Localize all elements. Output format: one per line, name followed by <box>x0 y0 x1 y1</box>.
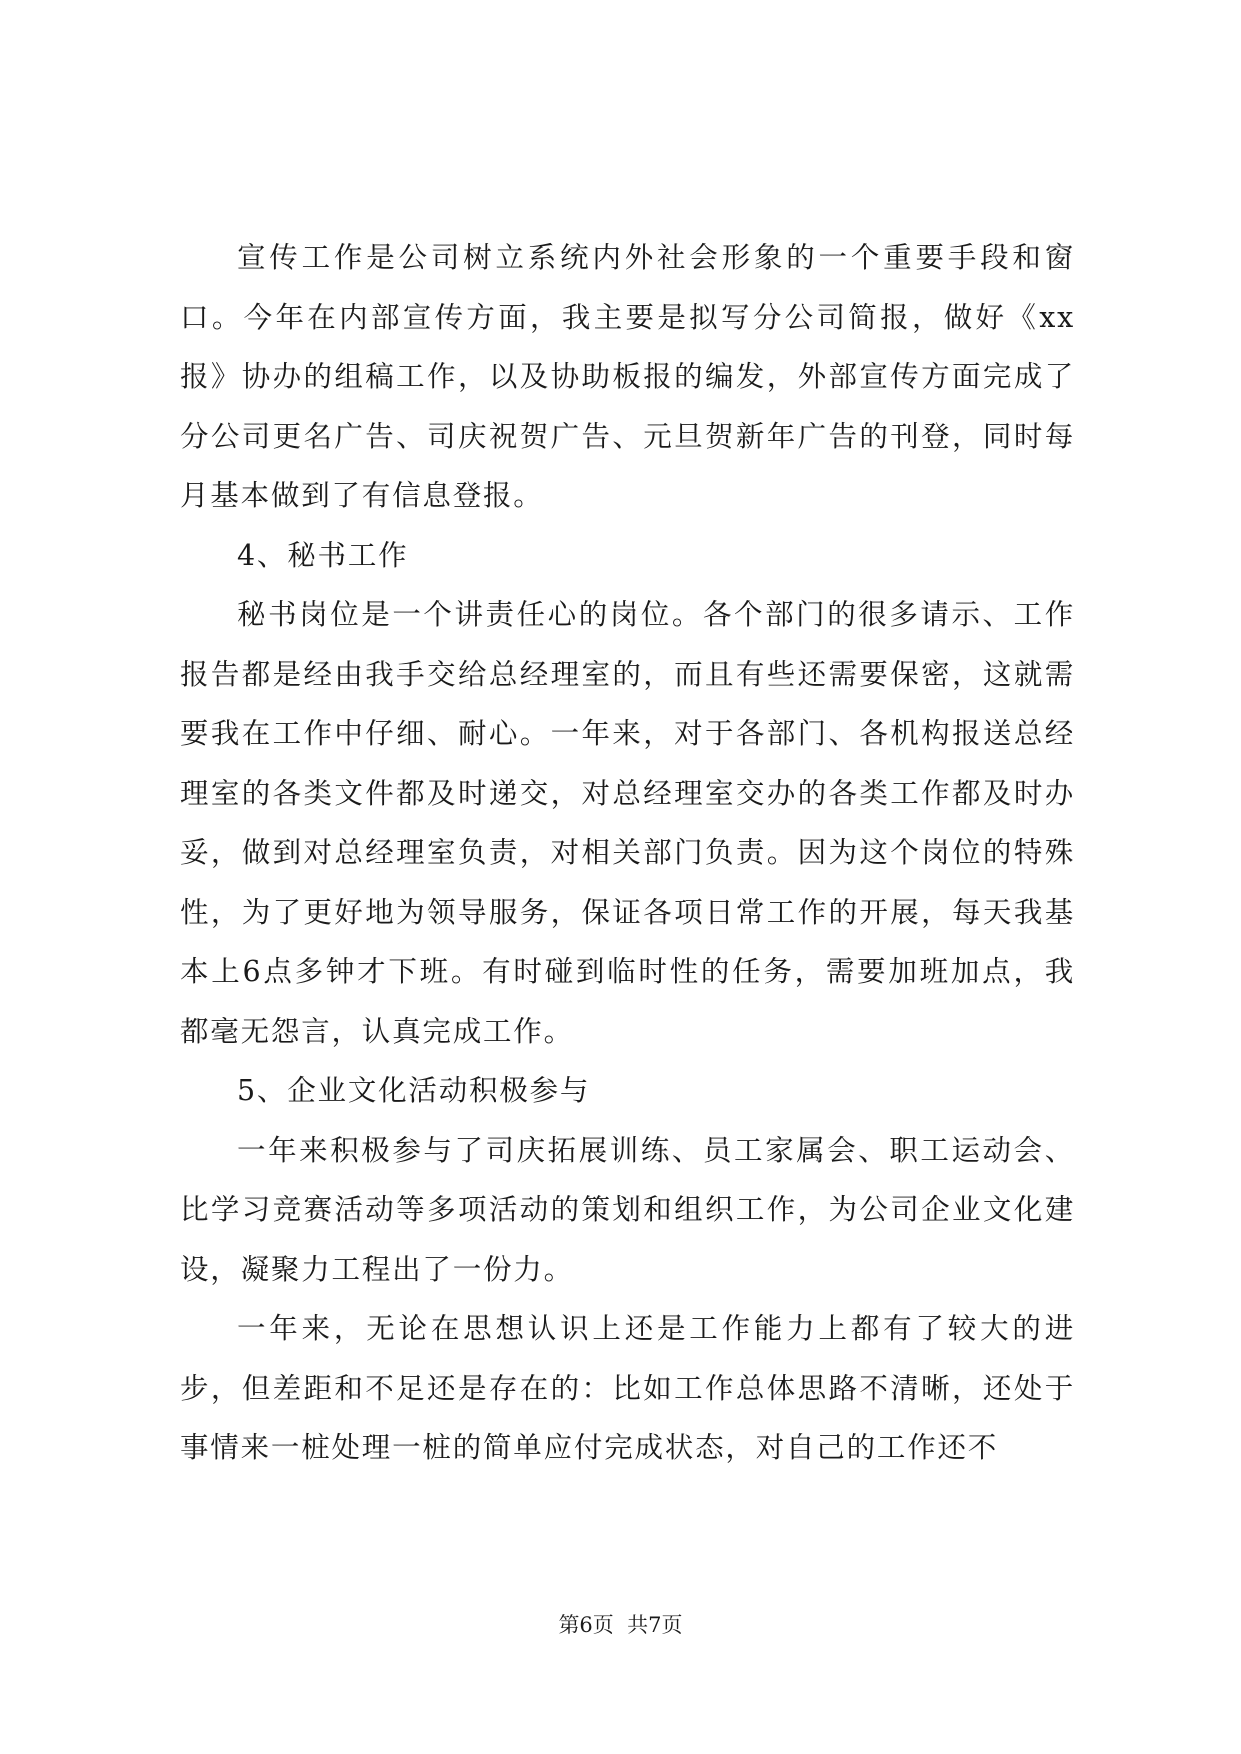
section-heading-corporate-culture: 5、企业文化活动积极参与 <box>237 1074 591 1107</box>
paragraph-secretary-work: 秘书岗位是一个讲责任心的岗位。各个部门的很多请示、工作报告都是经由我手交给总经理室的，而且有些还需要保密，这就需要我在工作中仔细、耐心。一年来，对于各部门、各机构报送总经理室的各类文件都及时递交，对总经理室交办的各类工作都及时办妥，做到对总经理室负责，对相关部门负责。因为这个岗位的特殊性，为了更好地为领导服务，保证各项日常工作的开展，每天我基本上6点多钟才下班。有时碰到临时性的任务，需要加班加点，我都毫无怨言，认真完成工作。 <box>180 598 1075 1048</box>
page-total: 共7页 <box>627 1613 683 1637</box>
footer-separator <box>614 1613 627 1637</box>
section-heading-secretary-work: 4、秘书工作 <box>237 538 409 572</box>
page-number: 第6页 <box>558 1613 614 1637</box>
paragraph-publicity-work: 宣传工作是公司树立系统内外社会形象的一个重要手段和窗口。今年在内部宣传方面，我主要是拟写分公司简报，做好《xx报》协办的组稿工作，以及协助板报的编发，外部宣传方面完成了分公司更名广告、司庆祝贺广告、元旦贺新年广告的刊登，同时每月基本做到了有信息登报。 <box>180 241 1075 512</box>
document-body <box>180 228 1075 1478</box>
paragraph-corporate-culture: 一年来积极参与了司庆拓展训练、员工家属会、职工运动会、比学习竞赛活动等多项活动的策划和组织工作，为公司企业文化建设，凝聚力工程出了一份力。 <box>180 1133 1075 1286</box>
page-footer <box>0 1610 1241 1640</box>
paragraph-shortcomings: 一年来，无论在思想认识上还是工作能力上都有了较大的进步，但差距和不足还是存在的：比如工作总体思路不清晰，还处于事情来一桩处理一桩的简单应付完成状态，对自己的工作还不 <box>180 1312 1075 1464</box>
